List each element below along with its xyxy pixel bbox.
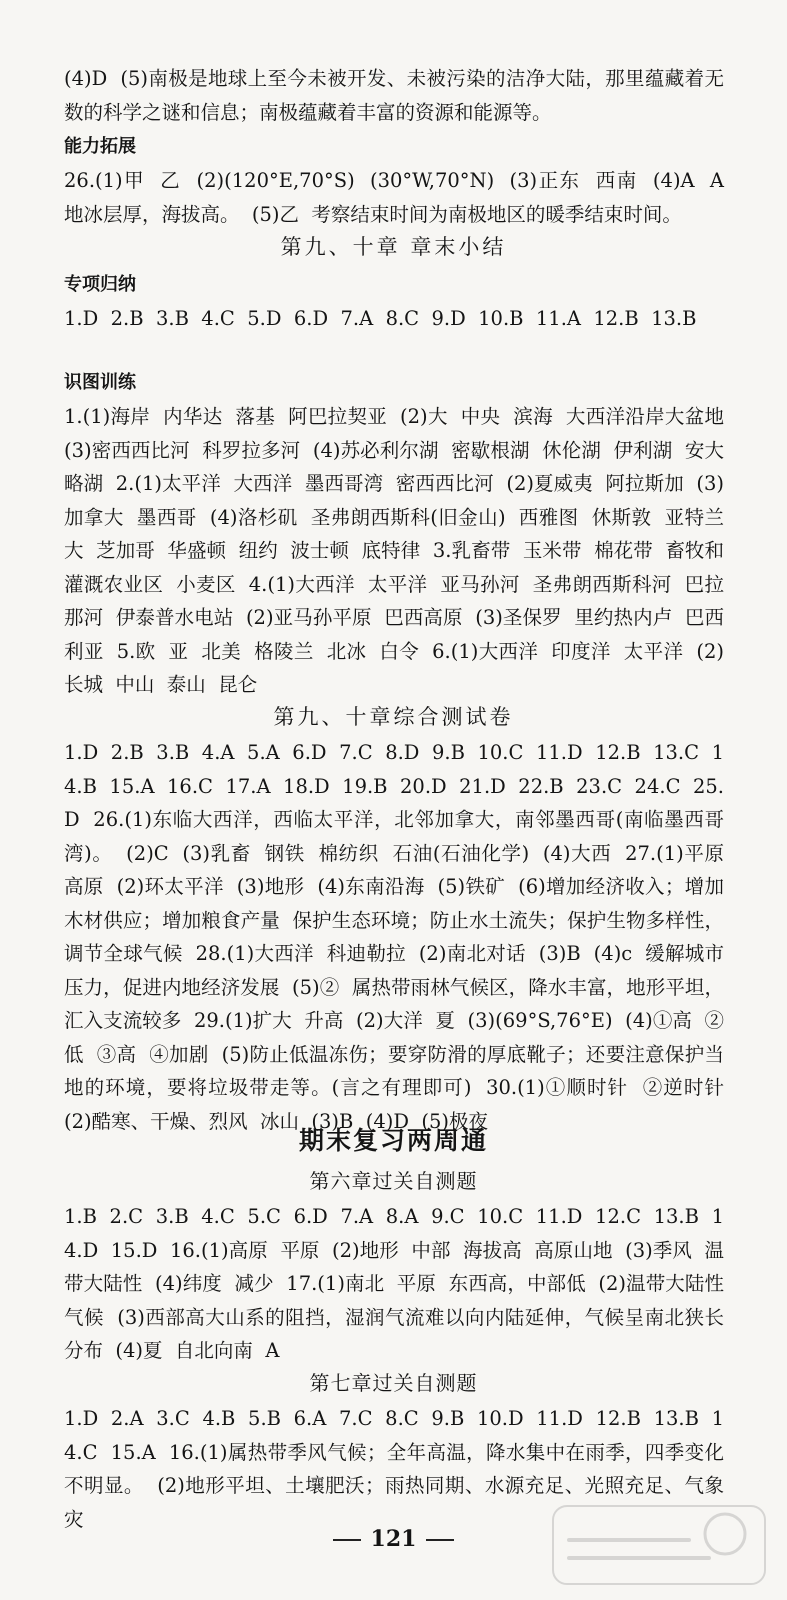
section-label-zhuanxiang: 专项归纳 (64, 274, 136, 295)
page-number: 121 (370, 1526, 417, 1552)
left-dash (333, 1539, 361, 1541)
q26-block (64, 164, 737, 231)
section-label-shitu: 识图训练 (64, 372, 136, 393)
zhuanxiang-paragraph: 1.D 2.B 3.B 4.C 5.D 6.D 7.A 8.C 9.D 10.B 11.A 12.B 13.B (64, 307, 697, 330)
chapter7-paragraph: 1.D 2.A 3.C 4.B 5.B 6.A 7.C 8.C 9.B 10.D 11.D 12.B 13.B 14.C 15.A 16.(1)属热带季风气候；全年高温，降水集中在雨季，四季变化不明显。 (2)地形平坦、土壤肥沃；雨热同期、水源充足、光照充足、气象灾 (64, 1407, 724, 1531)
shitu-block (64, 400, 737, 702)
chapter7-test-title: 第七章过关自测题 (309, 1371, 478, 1395)
q26-paragraph: 26.(1)甲 乙 (2)(120°E,70°S) (30°W,70°N) (3)正东 西南 (4)A A 地冰层厚，海拔高。 (5)乙 考察结束时间为南极地区的暖季结束时间。 (64, 169, 737, 226)
chapter6-test-title: 第六章过关自测题 (309, 1169, 478, 1193)
chapter6-block (64, 1200, 724, 1368)
intro-paragraph: (4)D (5)南极是地球上至今未被开发、未被污染的洁净大陆，那里蕴藏着无数的科学之谜和信息；南极蕴藏着丰富的资源和能源等。 (64, 67, 724, 124)
chapter-summary-title: 第九、十章 章末小结 (280, 235, 507, 259)
shitu-paragraph: 1.(1)海岸 内华达 落基 阿巴拉契亚 (2)大 中央 滨海 大西洋沿岸大盆地 (3)密西西比河 科罗拉多河 (4)苏必利尔湖 密歇根湖 休伦湖 伊利湖 安大略湖 2.(1)太平洋 大西洋 墨西哥湾 密西西比河 (2)夏威夷 阿拉斯加 (3)加拿大 墨西哥 (4)洛杉矶 圣弗朗西斯科(旧金山) 西雅图 休斯敦 亚特兰大 芝加哥 华盛顿 纽约 波士顿 底特律 3.乳畜带 玉米带 棉花带 畜牧和灌溉农业区 小麦区 4.(1)大西洋 太平洋 亚马孙河 圣弗朗西斯科河 巴拉那河 伊泰普水电站 (2)亚马孙平原 巴西高原 (3)圣保罗 里约热内卢 巴西利亚 5.欧 亚 北美 格陵兰 北冰 白令 6.(1)大西洋 印度洋 太平洋 (2)长城 中山 泰山 昆仑 (64, 405, 737, 696)
chapter-test-title: 第九、十章综合测试卷 (273, 705, 514, 729)
intro-paragraph-block (64, 62, 724, 129)
zhuanxiang-block (64, 302, 724, 336)
right-dash (426, 1539, 454, 1541)
review-title: 期末复习两周通 (298, 1126, 488, 1155)
test-paragraph: 1.D 2.B 3.B 4.A 5.A 6.D 7.C 8.D 9.B 10.C 11.D 12.B 13.C 14.B 15.A 16.C 17.A 18.D 19.B 20.D 21.D 22.B 23.C 24.C 25.D 26.(1)东临大西洋，西临太平洋，北邻加拿大，南邻墨西哥(南临墨西哥湾)。 (2)C (3)乳畜 钢铁 棉纺织 石油(石油化学) (4)大西 27.(1)平原 高原 (2)环太平洋 (3)地形 (4)东南沿海 (5)铁矿 (6)增加经济收入；增加木材供应；增加粮食产量 保护生态环境；防止水土流失；保护生物多样性，调节全球气候 28.(1)大西洋 科迪勒拉 (2)南北对话 (3)B (4)c 缓解城市压力，促进内地经济发展 (5)② 属热带雨林气候区，降水丰富，地形平坦，汇入支流较多 29.(1)扩大 升高 (2)大洋 夏 (3)(69°S,76°E) (4)①高 ②低 ③高 ④加剧 (5)防止低温冻伤；要穿防滑的厚底靴子；还要注意保护当地的环境，要将垃圾带走等。(言之有理即可) 30.(1)①顺时针 ②逆时针 (2)酷寒、干燥、烈风 冰山 (3)B (4)D (5)极夜 (64, 741, 737, 1133)
site-watermark-logo (549, 1500, 769, 1590)
test-block (64, 736, 737, 1138)
section-label-nengli: 能力拓展 (64, 136, 136, 157)
chapter6-paragraph: 1.B 2.C 3.B 4.C 5.C 6.D 7.A 8.A 9.C 10.C 11.D 12.C 13.B 14.D 15.D 16.(1)高原 平原 (2)地形 中部 海拔高 高原山地 (3)季风 温带大陆性 (4)纬度 减少 17.(1)南北 平原 东西高，中部低 (2)温带大陆性气候 (3)西部高大山系的阻挡，湿润气流难以向内陆延伸，气候呈南北狭长分布 (4)夏 自北向南 A (64, 1205, 724, 1362)
